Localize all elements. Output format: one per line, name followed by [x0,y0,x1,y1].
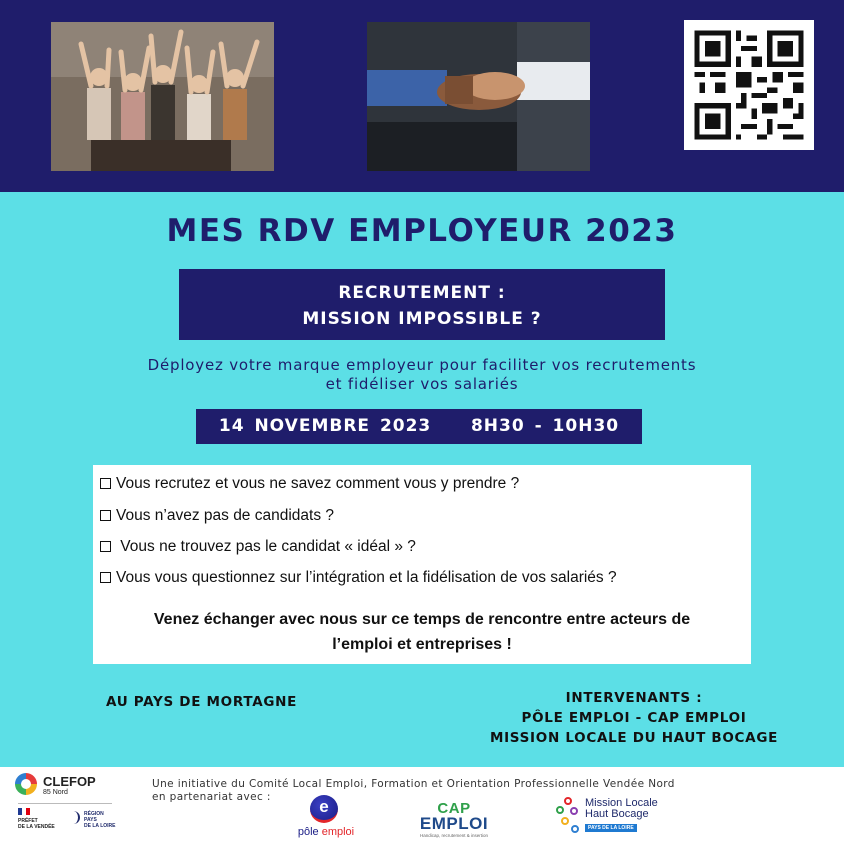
header-band [0,0,844,192]
speakers-line-1: PÔLE EMPLOI - CAP EMPLOI [521,710,747,726]
subtitle-line-2: MISSION IMPOSSIBLE ? [302,309,542,329]
question-item: Vous n’avez pas de candidats ? [100,507,334,525]
footer: CLEFOP 85 Nord PRÉFET DE LA VENDÉE RÉGION PAYS DE LA LOIRE Une initiative du Comité Local Emploi, Formation et Orientation Professionnelle Vendée Nord en partenariat avec : e pôle emploi CAP EMPLOI Handicap, recrutement & insertion Mission Locale Haut Bocage PAYS DE LA LOIRE [0,767,844,844]
qr-code[interactable] [684,20,814,150]
mission-locale-logo: Mission Locale Haut Bocage PAYS DE LA LOIRE [556,795,656,841]
question-item: Vous recrutez et vous ne savez comment vous y prendre ? [100,475,519,493]
footer-divider [18,803,112,804]
event-subtitle-banner [179,269,665,340]
event-time: 8H30 - 10H30 [470,416,620,436]
event-date: 14 NOVEMBRE 2023 [218,416,432,436]
region-mark-icon [73,811,80,824]
clefop-mark-icon [15,773,37,795]
event-location: AU PAYS DE MORTAGNE [106,694,298,710]
call-to-action: Venez échanger avec nous sur ce temps de rencontre entre acteurs de l’emploi et entreprises ! [153,611,691,653]
questions-panel [93,465,751,664]
event-tagline [0,356,844,394]
speakers-line-2: MISSION LOCALE DU HAUT BOCAGE [489,730,779,746]
event-date-banner [196,409,642,444]
tagline-line-2: et fidéliser vos salariés [325,375,519,393]
question-item: Vous vous questionnez sur l’intégration et la fidélisation de vos salariés ? [100,569,617,587]
event-title: MES RDV EMPLOYEUR 2023 [166,213,678,249]
prefet-vendee-logo: PRÉFET DE LA VENDÉE [18,808,62,836]
checkbox-icon [100,572,111,583]
handshake-photo [367,22,590,171]
question-item: Vous ne trouvez pas le candidat « idéal » ? [100,538,416,556]
mission-locale-dots-icon [556,797,582,837]
french-flag-icon [18,808,30,815]
team-celebration-photo [51,22,274,171]
checkbox-icon [100,541,111,552]
checkbox-icon [100,478,111,489]
subtitle-line-1: RECRUTEMENT : [338,283,506,303]
checkbox-icon [100,510,111,521]
cap-emploi-logo: CAP EMPLOI Handicap, recrutement & insertion [419,800,489,838]
speakers-heading: INTERVENANTS : [565,690,703,706]
speakers-block [470,688,798,748]
region-pays-de-la-loire-logo: RÉGION PAYS DE LA LOIRE [73,811,113,833]
tagline-line-1: Déployez votre marque employeur pour faciliter vos recrutements [147,356,697,374]
pole-emploi-logo: e pôle emploi [297,797,355,838]
initiative-text: Une initiative du Comité Local Emploi, Formation et Orientation Professionnelle Vendée Nord en partenariat avec : [152,778,675,803]
